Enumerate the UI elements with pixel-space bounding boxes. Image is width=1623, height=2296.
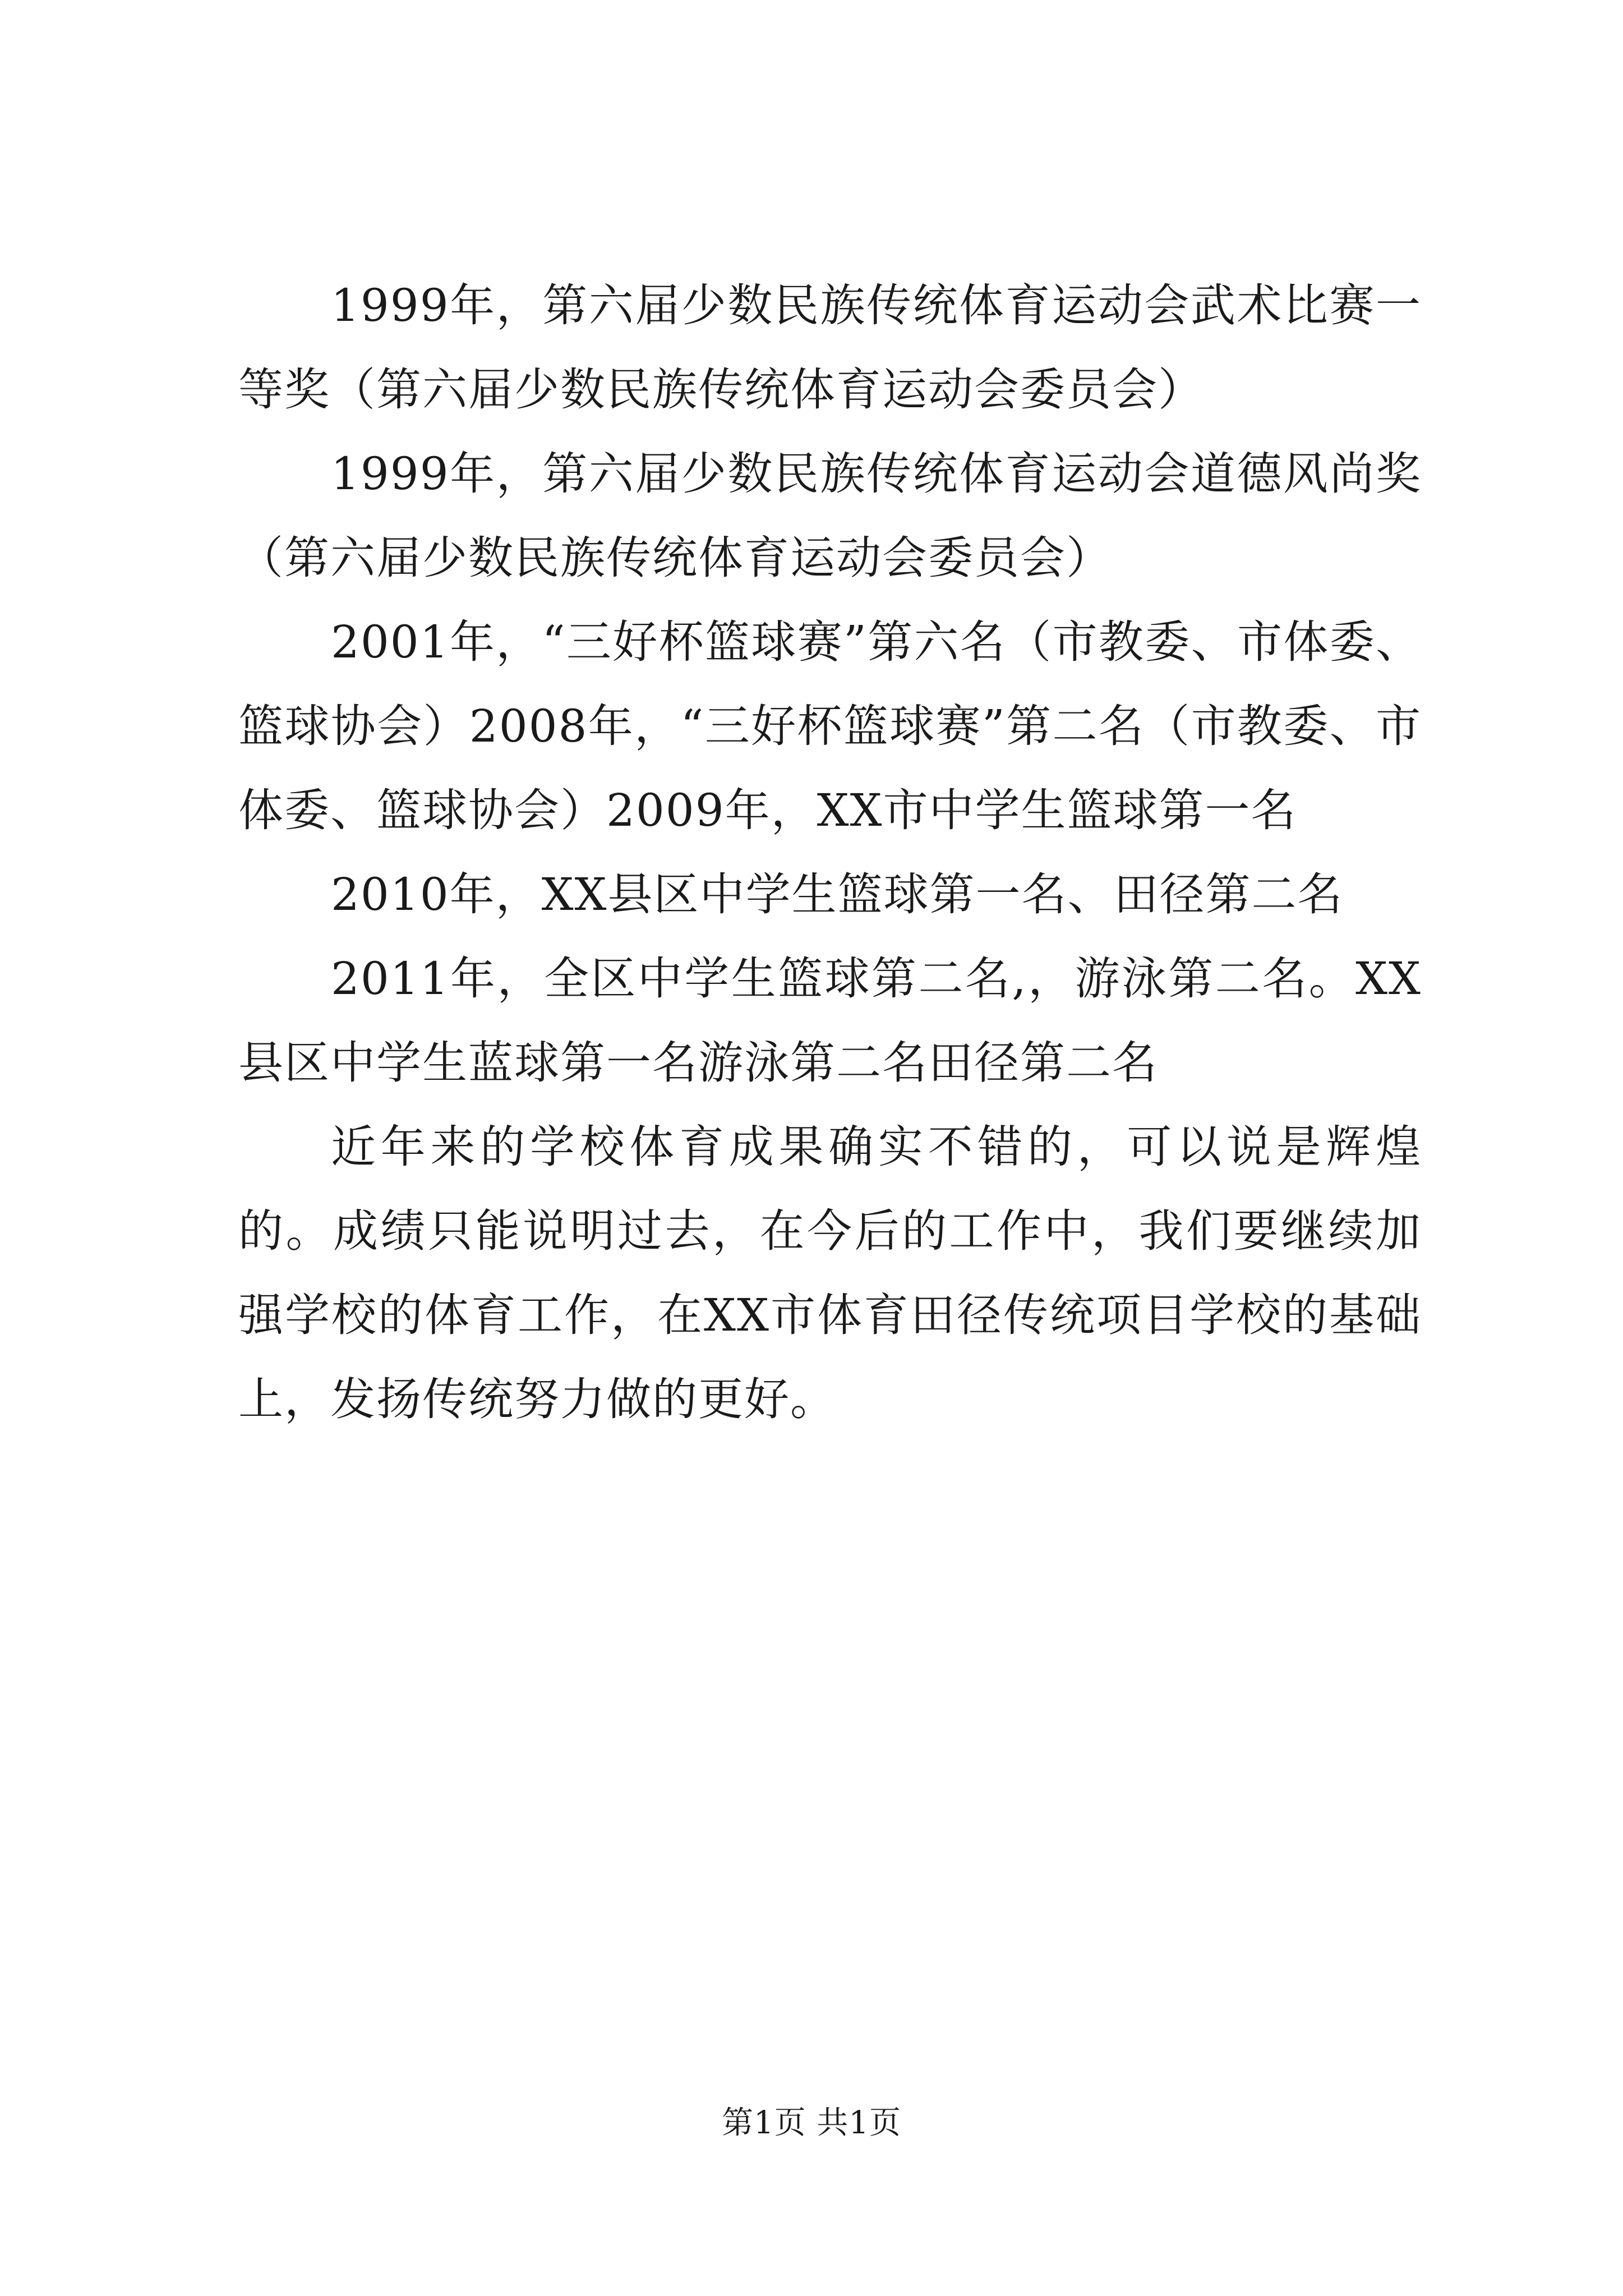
- paragraph-award-1999-sportsmanship: 1999年，第六届少数民族传统体育运动会道德风尚奖（第六届少数民族传统体育运动会委员会）: [238, 448, 1422, 584]
- page-number-label: 第1页 共1页: [721, 2105, 902, 2141]
- paragraph-award-1999-wushu: 1999年，第六届少数民族传统体育运动会武术比赛一等奖（第六届少数民族传统体育运动会委员会）: [238, 279, 1422, 416]
- paragraph-summary: 近年来的学校体育成果确实不错的，可以说是辉煌的。成绩只能说明过去，在今后的工作中，我们要继续加强学校的体育工作，在XX市体育田径传统项目学校的基础上，发扬传统努力做的更好。: [238, 1121, 1422, 1425]
- document-body: [238, 264, 1422, 1442]
- page-footer: [0, 2101, 1623, 2146]
- paragraph-award-2011: 2011年，全区中学生篮球第二名,，游泳第二名。XX县区中学生蓝球第一名游泳第二名田径第二名: [238, 953, 1422, 1089]
- paragraph-award-basketball-2001-2009: 2001年，“三好杯篮球赛”第六名（市教委、市体委、篮球协会）2008年，“三好杯篮球赛”第二名（市教委、市体委、篮球协会）2009年，XX市中学生篮球第一名: [238, 616, 1422, 836]
- paragraph-award-2010: 2010年，XX县区中学生篮球第一名、田径第二名: [331, 868, 1344, 921]
